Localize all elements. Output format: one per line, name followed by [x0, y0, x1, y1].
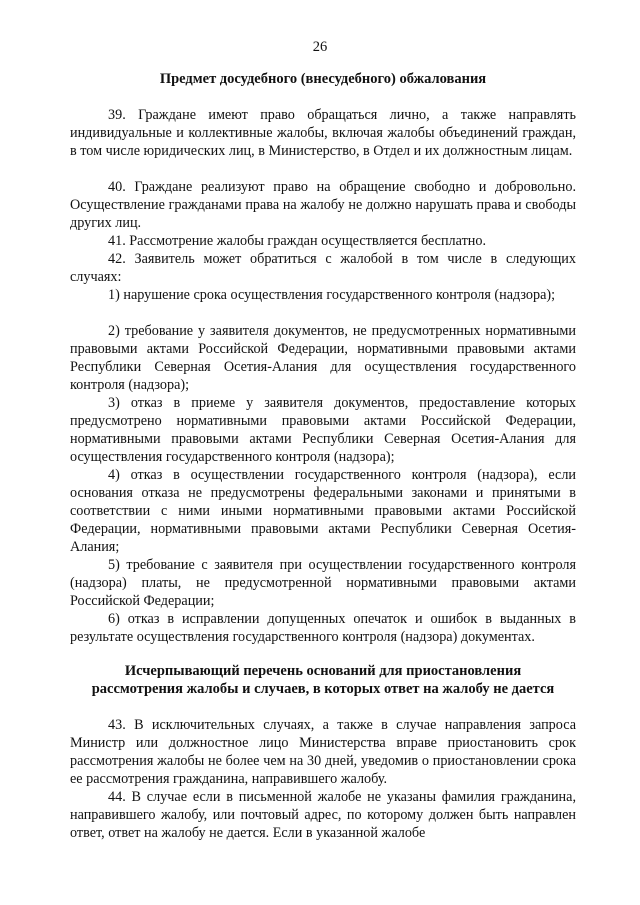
list-item-4: 4) отказ в осуществлении государственного контроля (надзора), если основания отказа не предусмотрены федеральными законами и принятыми в соответствии с ними иными нормативными правовыми актами Российской Федерации, нормативными правовыми актами Республики Северная Осетия-Алания; — [70, 467, 576, 555]
section-title-suspension-line2: рассмотрения жалобы и случаев, в которых ответ на жалобу не дается — [91, 681, 555, 697]
paragraph-43: 43. В исключительных случаях, а также в случае направления запроса Министр или должностное лицо Министерства вправе приостановить срок рассмотрения жалобы не более чем на 30 дней, уведомив о приостановлении срока ее рассмотрения гражданина, направившего жалобу. — [70, 717, 576, 787]
list-item-6: 6) отказ в исправлении допущенных опечаток и ошибок в выданных в результате осуществления государственного контроля (надзора) документах. — [70, 611, 576, 645]
list-item-5: 5) требование с заявителя при осуществлении государственного контроля (надзора) платы, не предусмотренной нормативными правовыми актами Российской Федерации; — [70, 557, 576, 609]
paragraph-40: 40. Граждане реализуют право на обращение свободно и добровольно. Осуществление гражданами права на жалобу не должно нарушать права и свободы других лиц. — [70, 179, 576, 231]
paragraph-44: 44. В случае если в письменной жалобе не указаны фамилия гражданина, направившего жалобу, или почтовый адрес, по которому должен быть направлен ответ, ответ на жалобу не дается. Если в указанной жалобе — [70, 789, 576, 841]
page-number: 26 — [312, 39, 328, 55]
section-title-suspension-line1: Исчерпывающий перечень оснований для приостановления — [124, 663, 522, 679]
section-title-appeal-subject: Предмет досудебного (внесудебного) обжалования — [159, 71, 487, 87]
paragraph-42: 42. Заявитель может обратиться с жалобой в том числе в следующих случаях: — [70, 251, 576, 285]
list-item-2: 2) требование у заявителя документов, не предусмотренных нормативными правовыми актами Российской Федерации, нормативными правовыми актами Республики Северная Осетия-Алания для осуществления государственного контроля (надзора); — [70, 323, 576, 393]
paragraph-39: 39. Граждане имеют право обращаться лично, а также направлять индивидуальные и коллективные жалобы, включая жалобы объединений граждан, в том числе юридических лиц, в Министерство, в Отдел и их должностным лицам. — [70, 107, 576, 159]
list-item-1: 1) нарушение срока осуществления государственного контроля (надзора); — [108, 287, 556, 303]
list-item-3: 3) отказ в приеме у заявителя документов, предоставление которых предусмотрено нормативными правовыми актами Российской Федерации, нормативными правовыми актами Республики Северная Осетия-Алания для осуществления государственного контроля (надзора); — [70, 395, 576, 465]
paragraph-41: 41. Рассмотрение жалобы граждан осуществляется бесплатно. — [108, 233, 486, 249]
